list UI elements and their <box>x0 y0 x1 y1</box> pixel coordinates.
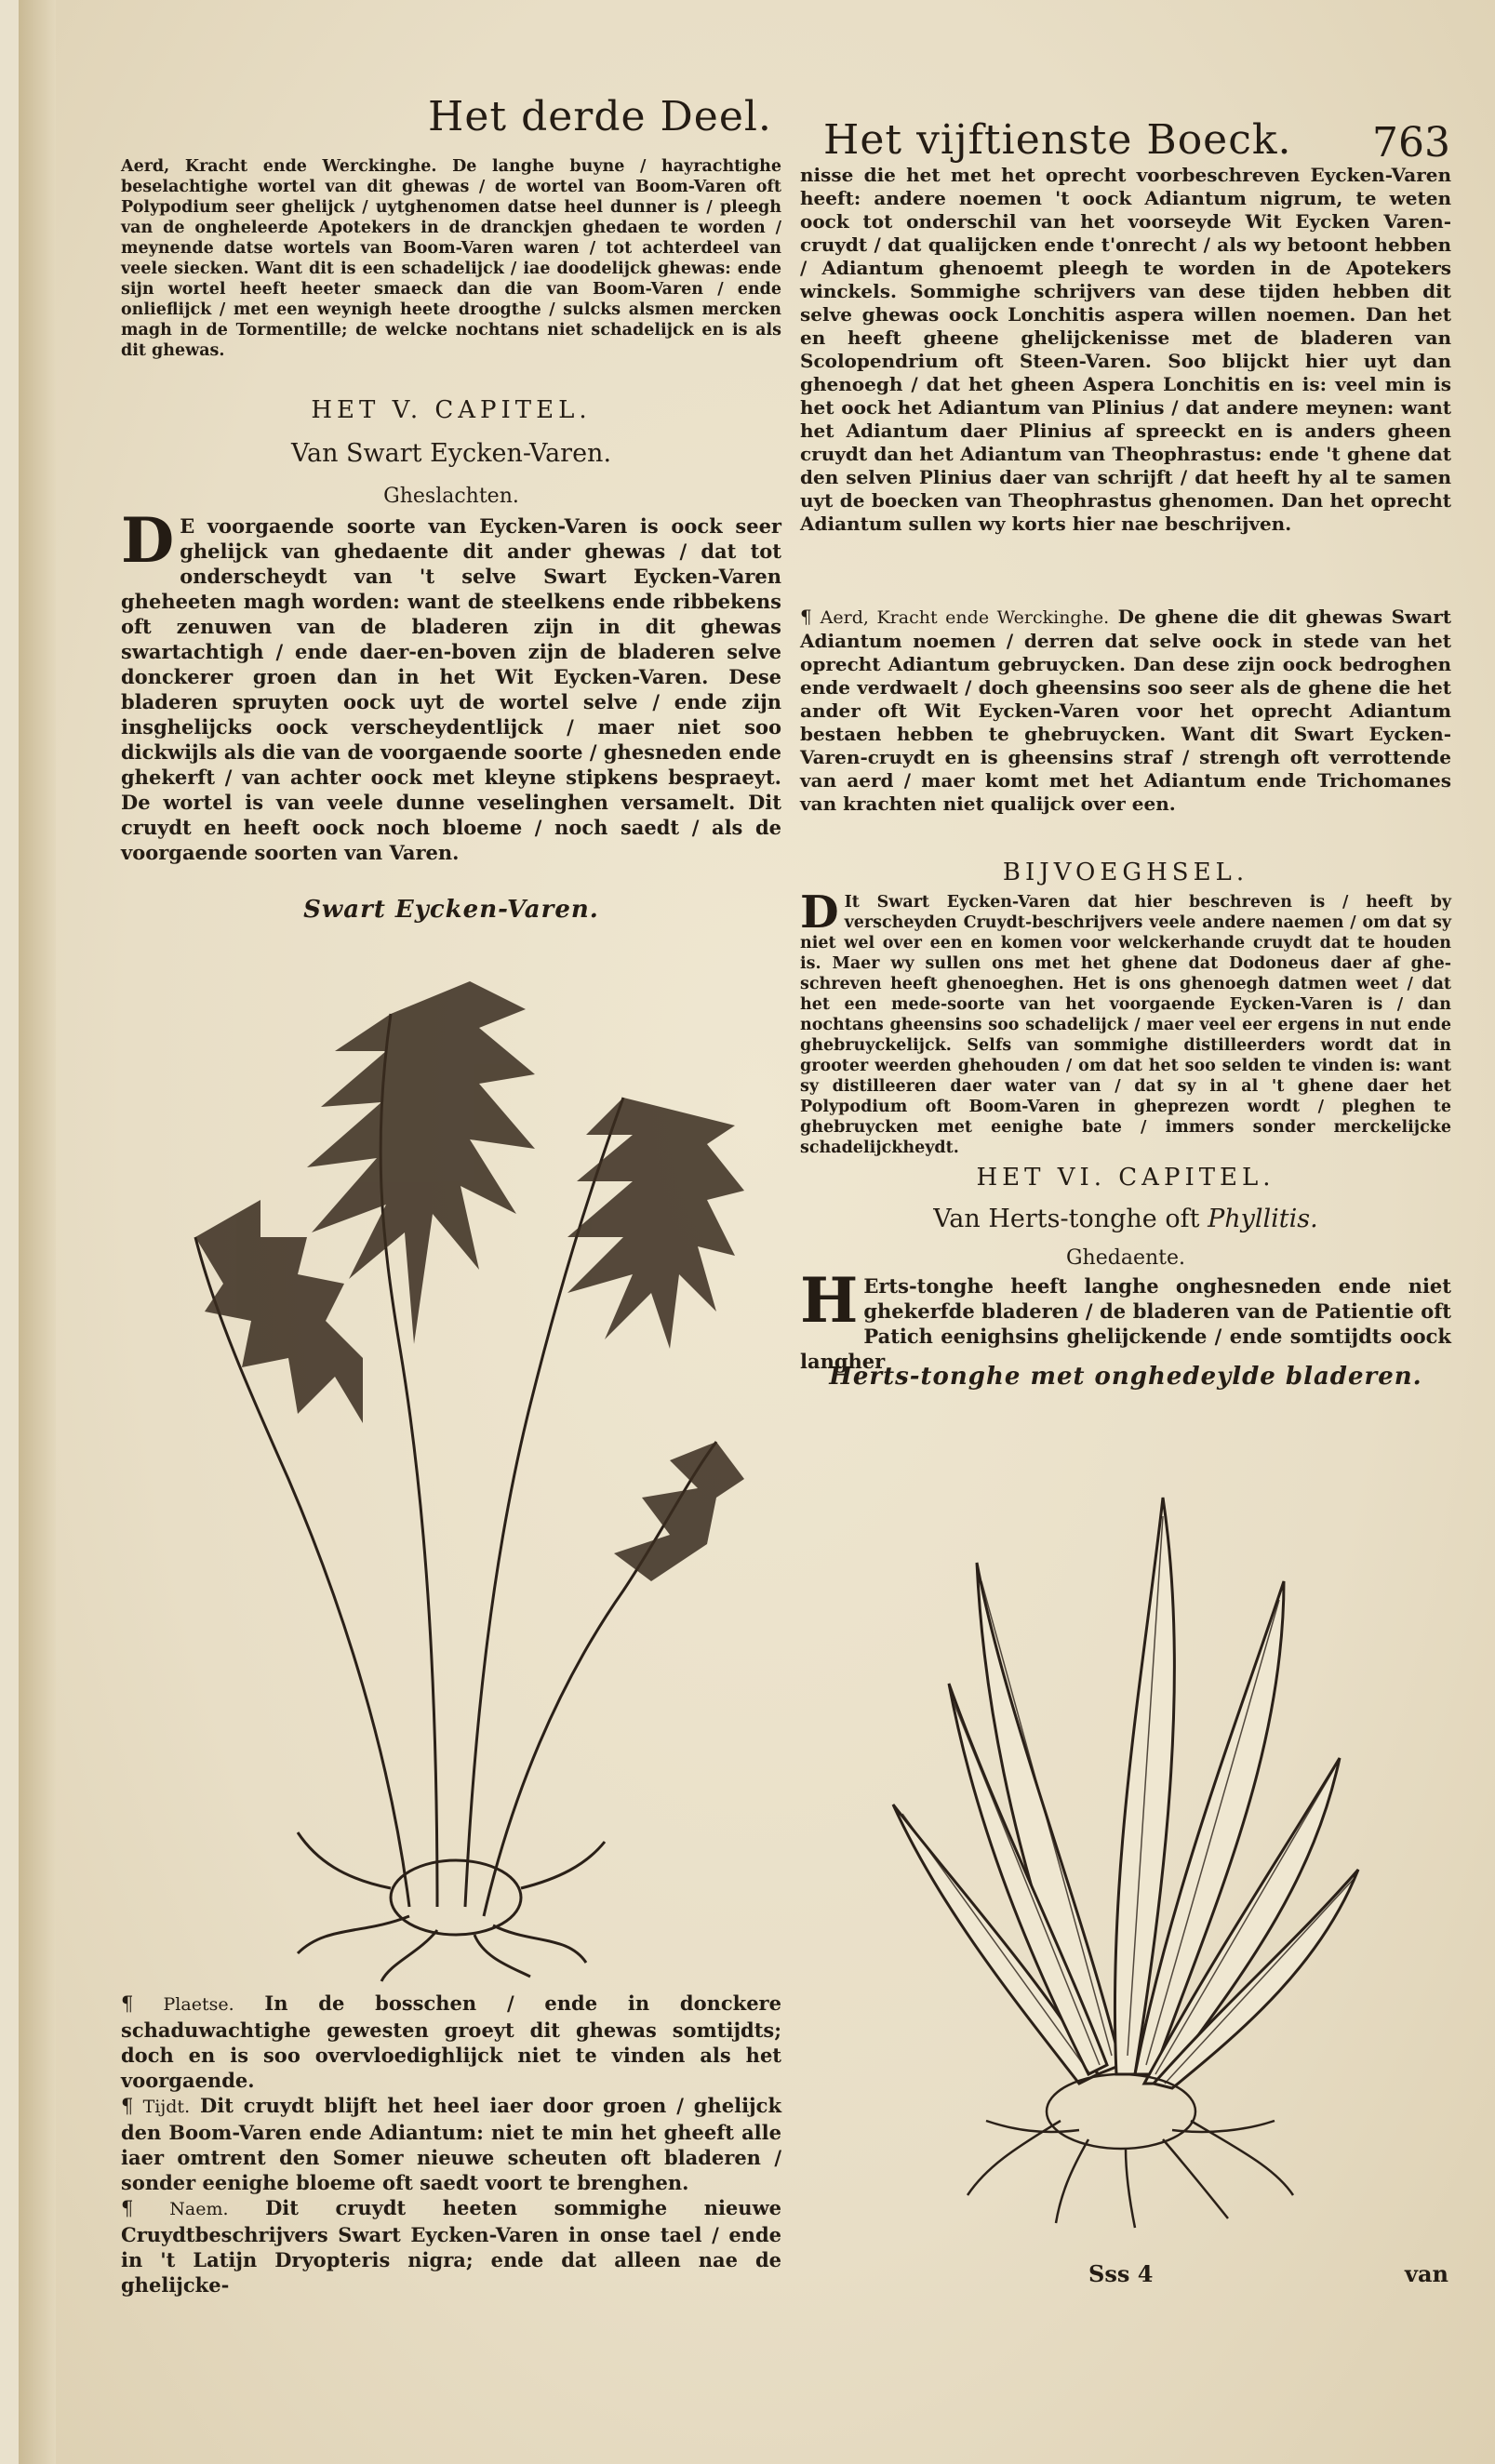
chapter-heading: HET VI. CAPITEL. <box>976 1164 1275 1192</box>
tijdt-paragraph <box>121 2093 781 2195</box>
bijvoeghsel-heading: BIJVOEGHSEL. <box>1002 859 1249 886</box>
chapter-title: Van Swart Eycken-Varen. <box>290 439 612 468</box>
plaetse-text: In de bosschen / ende in donckere schaduwachtighe gewesten groeyt dit ghewas somtijdts; doch en is soo overvloedighlijck niet te vinden als het voorgaende. <box>121 1991 781 2092</box>
chapter-heading: HET V. CAPITEL. <box>311 396 592 424</box>
roots <box>968 2121 1293 2228</box>
fern-leaflet-cluster <box>195 1200 363 1423</box>
drop-cap: H <box>800 1264 859 1337</box>
pilcrow-icon: ¶ <box>121 1992 164 2015</box>
body-block <box>800 1264 1451 1373</box>
tijdt-text: Dit cruydt blijft het heel iaer door groen / ghelijck den Boom-Varen ende Adiantum: niet te min het gheeft alle iaer omtrent den Somer nieuwe scheuten oft bladeren / sonder eenighe bloeme oft saedt voort te brenghen. <box>121 2094 781 2194</box>
aerd-label: Aerd, Kracht ende Werckinghe. <box>820 607 1110 628</box>
aerd-paragraph <box>800 606 1451 838</box>
right-running-head: Het vijftienste Boeck. <box>823 116 1292 164</box>
intro-paragraph: Aerd, Kracht ende Werckinghe. De langhe buyne / hayrachtighe beselachtighe wortel van dit ghewas / de wortel van Boom-Varen oft Polypodium seer ghelijck / uytghenomen datse heel dunner is / pleegh van de ongheleerde Apotekers in de dranckjen ghedaen te worden / meynende datse wortels van Boom-Varen waren / tot achterdeel van veele siecken. Want dit is een schadelijck / iae doodelijck ghewas: ende sijn wortel heeft heeter smaeck dan die van Boom-Varen / ende onlieflijck / met een weynigh heete droogthe / sulcks alsmen mercken magh in de Tormentille; de welcke nochtans niet schadelijck en is als dit ghewas. <box>121 157 781 360</box>
aerd-text: De ghene die dit ghewas Swart Adiantum noemen / derren dat selve oock in stede van het oprecht Adiantum gebruycken. Dan dese zijn oock bedroghen ende verdwaelt / doch gheensins soo seer als de ghene die het ander oft Wit Eycken-Varen voor het oprecht Adiantum bestaen hebben te ghebruycken. Want dit Swart Eycken-Varen-cruydt en is gheensins straf / strengh oft verrottende van aerd / maer komt met het Adiantum ende Trichomanes van krachten niet qualijck over een. <box>800 606 1451 815</box>
signature-mark: Sss 4 <box>1088 2260 1154 2287</box>
body-paragraph: E voorgaende soorte van Eycken-Varen is oock seer ghelijck van ghedaente dit ander ghewas / dat tot onderscheydt van 't selve Swart Eycken-Varen gheheeten magh worden: want de steelkens ende ribbekens oft zenuwen van de bladeren zijn in dit ghewas swartachtigh / ende daer-en-boven zijn de bladeren selve donckerer groen dan in het Wit Eycken-Varen. Dese bladeren spruyten oock uyt de wortel selve / ende zijn insghelijcks oock verscheydentlijck / maer niet soo dickwijls als die van de voorgaende soorte / ghesneden ende ghekerft / van achter oock met kleyne stipkens bespraeyt. De wortel is van veele dunne veselinghen versamelt. Dit cruydt en heeft oock noch bloeme / noch saedt / als de voorgaende soorten van Varen. <box>121 514 781 864</box>
book-gutter <box>19 0 56 2464</box>
bijvoeghsel-block <box>800 886 1451 1157</box>
pilcrow-icon: ¶ <box>800 606 821 628</box>
left-column <box>121 156 781 924</box>
illustration-caption: Swart Eycken-Varen. <box>303 896 599 924</box>
fern-roots <box>298 1832 605 1981</box>
chapter-title-dutch: Van Herts-tonghe oft <box>933 1205 1200 1233</box>
right-column <box>800 164 1451 1391</box>
harts-tongue-illustration <box>856 1479 1377 2232</box>
body-block <box>121 504 781 879</box>
page <box>19 0 1495 2464</box>
catchword: van <box>1405 2260 1448 2287</box>
pilcrow-icon: ¶ <box>121 2197 170 2219</box>
naem-label: Naem. <box>169 2199 229 2219</box>
naem-paragraph <box>121 2195 781 2298</box>
bijvoeghsel-paragraph: It Swart Eycken-Varen dat hier beschreven is / heeft by verscheyden Cruydt-beschrijvers veele andere naemen / om dat sy niet wel over een en komen voor welckerhande cruydt dat te houden is. Maer wy sullen ons met het ghene dat Dodoneus daer af ghe-schreven heeft ghenoeghen. Het is ons ghenoegh datmen weet / dat het een mede-soorte van het voorgaende Eycken-Varen is / dan nochtans gheensins soo schadelijck / maer veel eer ergens in nut ende ghebruyckelijck. Selfs van sommighe distilleerders wordt dat in grooter weerden ghehouden / om dat het soo selden te vinden is: want sy distilleeren daer water van / dat sy in al 't ghene daer het Polypodium oft Boom-Varen in gheprezen wordt / pleghen te ghebruycken met eenighe bate / immers sonder merckelijcke schadelijckheydt. <box>800 893 1451 1157</box>
left-lower-notes <box>121 1991 781 2298</box>
chapter-title <box>800 1205 1451 1233</box>
body-paragraph: Erts-tonghe heeft langhe onghesneden ende niet ghekerfde bladeren / de bladeren van de Patientie oft Patich eenighsins ghelijckende / ende somtijdts oock langher <box>800 1274 1451 1373</box>
fern-illustration <box>158 958 754 1981</box>
section-heading: Gheslachten. <box>383 485 519 508</box>
section-heading: Ghedaente. <box>1065 1246 1185 1270</box>
root-crown <box>1047 2074 1195 2149</box>
left-running-head: Het derde Deel. <box>428 93 772 140</box>
pilcrow-icon: ¶ <box>121 2095 143 2117</box>
illustration-caption: Herts-tonghe met onghedeylde bladeren. <box>829 1363 1422 1391</box>
drop-cap: D <box>800 886 839 939</box>
plaetse-paragraph <box>121 1991 781 2093</box>
tijdt-label: Tijdt. <box>142 2097 191 2117</box>
chapter-title-latin: Phyllitis. <box>1208 1205 1318 1233</box>
fern-leaflet-cluster <box>614 1442 744 1581</box>
plaetse-label: Plaetse. <box>163 1994 234 2015</box>
fern-root-crown <box>391 1860 521 1935</box>
naem-text: Dit cruydt heeten sommighe nieuwe Cruydtbeschrijvers Swart Eycken-Varen in onse tael / ende in 't Latijn Dryopteris nigra; ende dat alleen nae de ghelijcke- <box>121 2196 782 2297</box>
page-number: 763 <box>1372 119 1450 166</box>
continued-paragraph: nisse die het met het oprecht voorbeschreven Eycken-Varen heeft: andere noemen 't oock Adiantum nigrum, te weten oock tot onderschil van het voorseyde Wit Eycken Varen-cruydt / dat qualijcken ende t'onrecht / als wy betoont hebben / Adiantum ghenoemt pleegh te worden in de Apotekers winckels. Sommighe schrijvers van dese tijden hebben dit selve ghewas oock Lonchitis aspera willen noemen. Dan het en heeft gheene ghelijckenisse met de bladeren van Scolopendrium oft Steen-Varen. Soo blijckt hier uyt dan ghenoegh / dat het gheen Aspera Lonchitis en is: veel min is het oock het Adiantum van Plinius / dat andere meynen: want het Adiantum daer Plinius af spreeckt en is anders gheen cruydt dan het Adiantum van Theophrastus: ende 't ghene dat den selven Plinius daer van schrijft / dat heeft hy al te samen uyt de boecken van Theophrastus ghenomen. Dan het oprecht Adiantum sullen wy korts hier nae beschrijven. <box>800 164 1451 535</box>
fern-leaflet-cluster <box>567 1098 744 1349</box>
drop-cap: D <box>121 504 175 577</box>
